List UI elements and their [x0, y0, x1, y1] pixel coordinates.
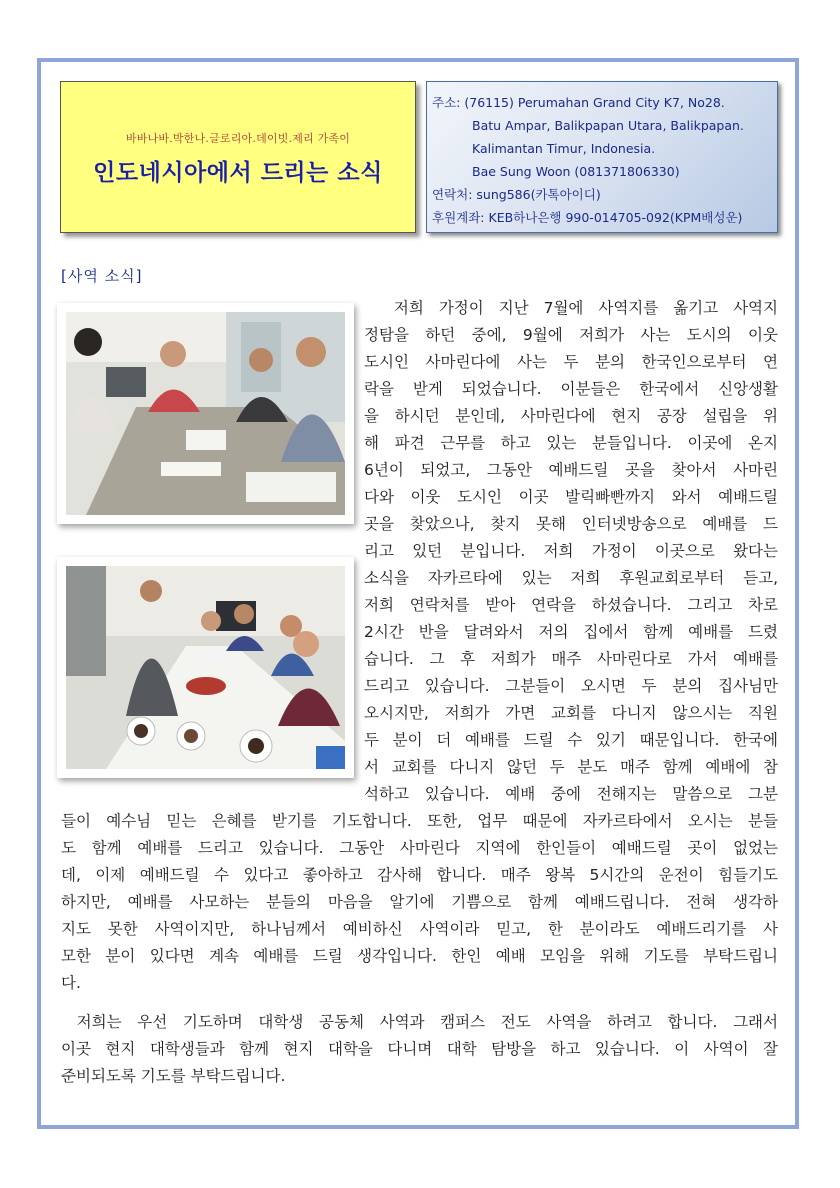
- text-line: 습니다. 그 후 저희가 매주 사마린다로 가서 예배를: [364, 650, 778, 668]
- text-line: 저희 가정이 지난 7월에 사역지를 옮기고 사역지: [364, 299, 778, 317]
- text-line: 곳을 찾았으나, 찾지 못해 인터넷방송으로 예배를 드: [364, 515, 778, 533]
- text-line: 오시지만, 저희가 가면 교회를 다니지 않으시는 직원: [364, 704, 778, 722]
- text-line: 도시인 사마린다에 사는 두 분의 한국인으로부터 연: [364, 353, 778, 371]
- account-line: [432, 206, 777, 229]
- address-line-2: Batu Ampar, Balikpapan Utara, Balikpapan.: [472, 118, 744, 133]
- text-line: 이곳 현지 대학생들과 함께 현지 대학을 다니며 대학 탐방을 하고 있습니다. 이 사역이 잘: [61, 1040, 778, 1058]
- account-value: KEB하나은행 990-014705-092(KPM배성운): [488, 210, 743, 225]
- contact-line: [432, 183, 777, 206]
- text-line: 리고 있던 분입니다. 저희 가정이 이곳으로 왔다는: [364, 542, 778, 560]
- text-line: 락을 받게 되었습니다. 이분들은 한국에서 신앙생활: [364, 380, 778, 398]
- text-line: 해 파견 근무를 하고 있는 분들입니다. 이곳에 온지: [364, 434, 778, 452]
- text-line: 서 교회를 다니지 않던 두 분도 매주 함께 예배에 참: [364, 758, 778, 776]
- section-title: [사역 소식]: [61, 267, 143, 285]
- text-line: 드리고 있습니다. 그분들이 오시면 두 분의 집사님만: [364, 677, 778, 695]
- text-line: 데, 이제 예배드릴 수 있다고 좋아하고 감사해 합니다. 매주 왕복 5시간의 운전이 힘들기도: [61, 866, 778, 884]
- family-names: 바바나바.박한나.글로리아.데이빗.제리 가족이: [125, 132, 351, 145]
- address-value-1: (76115) Perumahan Grand City K7, No28.: [464, 95, 725, 110]
- contact-label: 연락처:: [432, 187, 473, 202]
- text-line: 저희 연락처를 받아 연락을 하셨습니다. 그리고 차로: [364, 596, 778, 614]
- text-line: 2시간 반을 달려와서 저의 집에서 함께 예배를 드렸: [364, 623, 778, 641]
- text-line: 저희는 우선 기도하며 대학생 공동체 사역과 캠퍼스 전도 사역을 하려고 합니다. 그래서: [61, 1013, 778, 1031]
- text-line: 석하고 있습니다. 예배 중에 전해지는 말씀으로 그분: [364, 785, 778, 803]
- newsletter-title-box: [60, 81, 416, 233]
- text-line: 소식을 자카르타에 있는 저희 후원교회로부터 듣고,: [364, 569, 778, 587]
- meeting-photo: [57, 303, 354, 524]
- text-line: 다.: [61, 974, 81, 992]
- text-line: 들이 예수님 믿는 은혜를 받기를 기도합니다. 또한, 업무 때문에 자카르타에서 오시는 분들: [61, 812, 778, 830]
- meeting-photo-image: [66, 312, 345, 515]
- address-line-4: Bae Sung Woon (081371806330): [472, 164, 680, 179]
- address-label: 주소:: [432, 95, 461, 110]
- fellowship-meal-photo-image: [66, 566, 345, 769]
- text-line: 모한 분이 있다면 계속 예배를 드릴 생각입니다. 한인 예배 모임을 위해 기도를 부탁드립니: [61, 947, 778, 965]
- text-line: 6년이 되었고, 그동안 예배드릴 곳을 찾아서 사마린: [364, 461, 778, 479]
- newsletter-headline: 인도네시아에서 드리는 소식: [93, 160, 383, 186]
- contact-info-box: [426, 81, 778, 233]
- text-line: 을 하시던 분인데, 사마린다에 현지 공장 설립을 위: [364, 407, 778, 425]
- article-paragraph-full-width: [61, 808, 778, 997]
- text-line: 다와 이웃 도시인 이곳 발릭빠빤까지 와서 예배드릴: [364, 488, 778, 506]
- text-line: 두 분이 더 예배를 드릴 수 있기 때문입니다. 한국에: [364, 731, 778, 749]
- address-line-1: [432, 91, 777, 114]
- text-line: 준비되도록 기도를 부탁드립니다.: [61, 1067, 286, 1085]
- fellowship-meal-photo: [57, 557, 354, 778]
- closing-paragraph: [61, 1009, 778, 1090]
- account-label: 후원계좌:: [432, 210, 485, 225]
- text-line: 정탐을 하던 중에, 9월에 저희가 사는 도시의 이웃: [364, 326, 778, 344]
- text-line: 도 함께 예배를 드리고 있습니다. 그동안 사마린다 지역에 한인들이 예배드릴 곳이 없었는: [61, 839, 778, 857]
- article-paragraph-right-column: [364, 295, 778, 808]
- contact-value: sung586(카톡아이디): [476, 187, 601, 202]
- text-line: 지도 못한 사역이지만, 하나님께서 예비하신 사역이라 믿고, 한 분이라도 예배드리기를 사: [61, 920, 778, 938]
- text-line: 하지만, 예배를 사모하는 분들의 마음을 알기에 기쁨으로 함께 예배드립니다. 전혀 생각하: [61, 893, 778, 911]
- address-line-3: Kalimantan Timur, Indonesia.: [472, 141, 656, 156]
